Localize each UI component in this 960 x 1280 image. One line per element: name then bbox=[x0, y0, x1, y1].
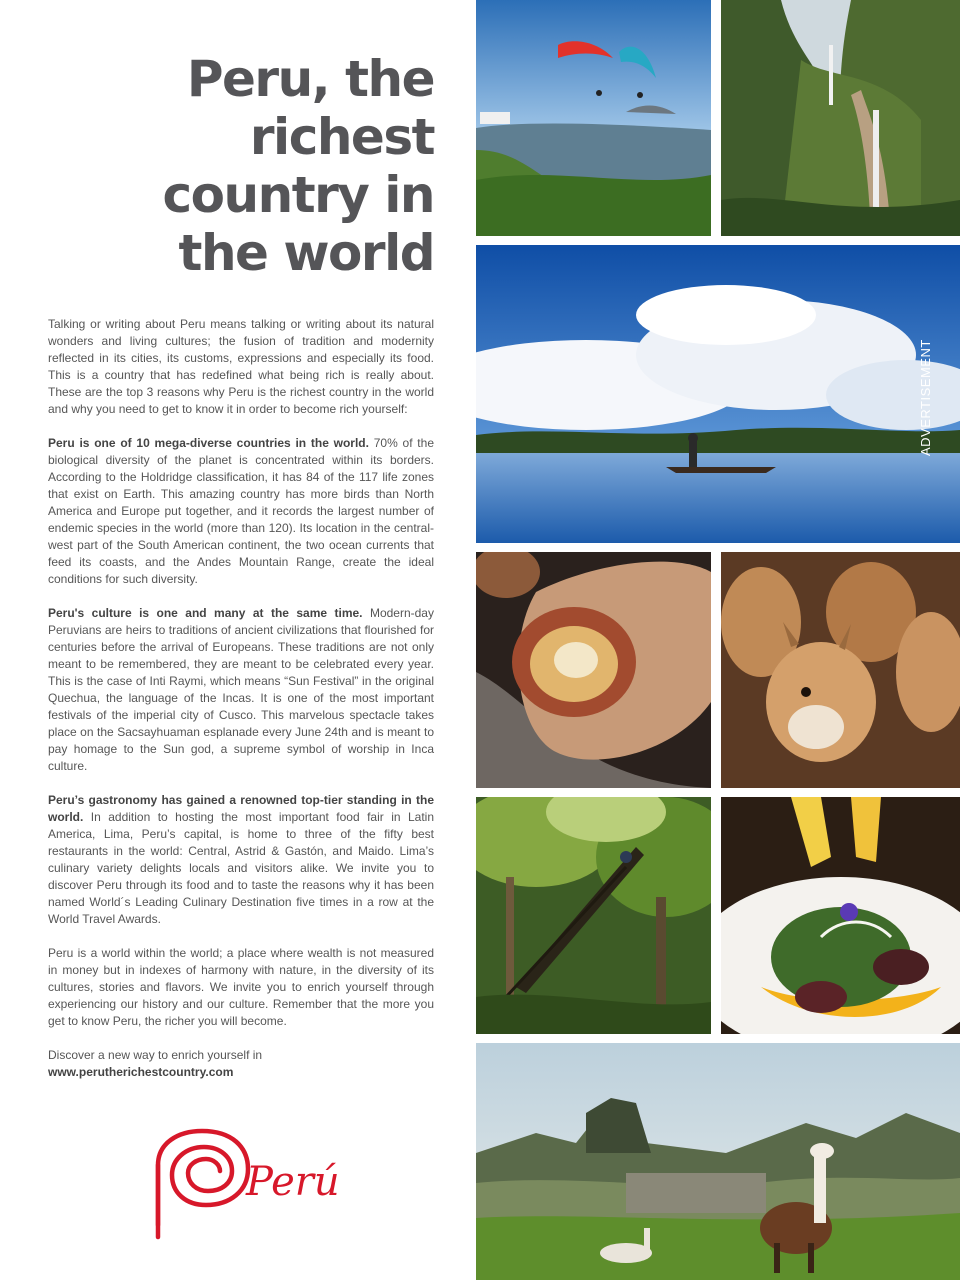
paragliding-coast-photo bbox=[476, 0, 711, 236]
closing-paragraph: Peru is a world within the world; a place where wealth is not measured in money but in indexes of harmony with nature, in the diversity of its cultures, stories and flavors. We invite you to enrich yourself through experiencing our history and our culture. Remember that the more you get to know Peru, the richer you will become. bbox=[48, 946, 434, 1028]
reason-paragraph bbox=[48, 435, 434, 588]
website-link[interactable]: www.perutherichestcountry.com bbox=[48, 1065, 234, 1079]
call-to-action bbox=[48, 1047, 434, 1081]
logo-wordmark: Perú bbox=[246, 1159, 340, 1205]
headline-line: richest bbox=[249, 108, 434, 166]
reason-text: Modern-day Peruvians are heirs to traditions of ancient civilizations that flourished for centuries before the arrival of Europeans. These traditions are not only meant to be remembered, they are meant to be celebrated every year. This is the case of Inti Raymi, which means “Sun Festival” in the original Quechua, the language of the Incas. It is one of the most important festivals of the imperial city of Cusco. This marvelous spectacle takes place on the Sacsayhuaman esplanade every June 24th and is meant to pay homage to the Sun god, a supreme symbol of worship in Inca culture. bbox=[48, 606, 434, 773]
headline-line: country in bbox=[162, 166, 434, 224]
amazon-lake-photo bbox=[476, 245, 960, 543]
reason-paragraph bbox=[48, 792, 434, 928]
article-body bbox=[48, 316, 434, 1081]
reason-lead: Peru is one of 10 mega-diverse countries in the world. bbox=[48, 436, 369, 450]
headline bbox=[48, 50, 434, 282]
advertisement-label: ADVERTISEMENT bbox=[918, 339, 933, 456]
scallop-dish-photo bbox=[476, 552, 711, 788]
reason-text: In addition to hosting the most important food fair in Latin America, Lima, Peru’s capital, is home to three of the fifty best restaurants in the world: Central, Astrid & Gastón, and Maido. Lima’s culinary variety delights locals and visitors alike. We invite you to discover Peru through its food and to taste the reasons why it has been named World´s Leading Culinary Destination five times in a row at the World Travel Awards. bbox=[48, 810, 434, 926]
headline-line: Peru, the bbox=[186, 50, 434, 108]
machu-picchu-photo bbox=[476, 1043, 960, 1280]
reason-lead: Peru’s gastronomy has gained a renowned top-tier standing in the world. bbox=[48, 793, 434, 824]
vicunas-photo bbox=[721, 552, 960, 788]
canopy-bridge-photo bbox=[476, 797, 711, 1034]
waterfall-photo bbox=[721, 0, 960, 236]
headline-line: the world bbox=[178, 224, 434, 282]
reason-paragraph bbox=[48, 605, 434, 775]
gourmet-dish-photo bbox=[721, 797, 960, 1034]
peru-brand-logo bbox=[150, 1125, 340, 1240]
reason-lead: Peru's culture is one and many at the same time. bbox=[48, 606, 363, 620]
cta-text: Discover a new way to enrich yourself in bbox=[48, 1048, 263, 1062]
article bbox=[48, 40, 434, 1098]
reason-text: 70% of the biological diversity of the planet is concentrated within its borders. According to the Holdridge classification, it has 84 of the 117 life zones that exist on Earth. This amazing country has more birds than North America and Europe put together, and it records the largest number of endemic species in the world (more than 120). Its location in the central-west part of the South American continent, the two ocean currents that feed its coasts, and the Andes Mountain Range, create the ideal conditions for such diversity. bbox=[48, 436, 434, 586]
intro-paragraph: Talking or writing about Peru means talking or writing about its natural wonders and living cultures; the fusion of tradition and modernity reflected in its cities, its customs, expressions and especially its food. This is a country that has redefined what being rich is really about. These are the top 3 reasons why Peru is the richest country in the world and why you need to get to know it in order to become rich yourself: bbox=[48, 317, 434, 416]
